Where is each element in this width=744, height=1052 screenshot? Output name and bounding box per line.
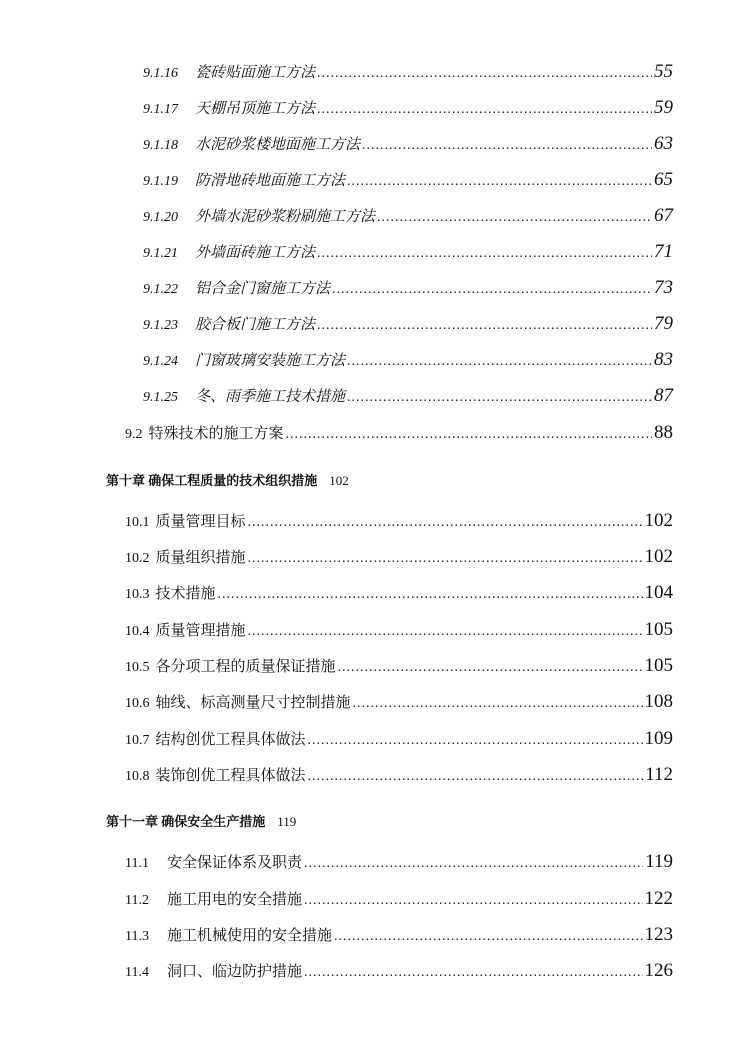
toc-leader bbox=[377, 210, 652, 226]
toc-entry-10-3[interactable] bbox=[125, 582, 673, 604]
toc-title: 铝合金门窗施工方法 bbox=[195, 281, 331, 297]
toc-leader bbox=[317, 66, 652, 82]
toc-number: 11.1 bbox=[125, 856, 149, 871]
toc-title: 安全保证体系及职责 bbox=[167, 855, 303, 871]
toc-page-number: 88 bbox=[654, 422, 673, 443]
toc-number: 9.1.23 bbox=[143, 318, 178, 333]
toc-entry-9-1-22[interactable] bbox=[143, 277, 673, 299]
toc-page-number: 104 bbox=[644, 582, 673, 603]
toc-chapter-10[interactable] bbox=[106, 470, 349, 489]
chapter-title: 第十一章 确保安全生产措施 bbox=[106, 814, 266, 829]
toc-leader bbox=[304, 965, 642, 981]
toc-entry-10-1[interactable] bbox=[125, 510, 673, 532]
toc-number: 10.2 bbox=[125, 551, 150, 566]
toc-page-number: 119 bbox=[645, 851, 673, 872]
toc-entry-9-1-23[interactable] bbox=[143, 313, 673, 335]
toc-number: 9.1.25 bbox=[143, 390, 178, 405]
toc-leader bbox=[304, 856, 643, 872]
toc-page-number: 105 bbox=[644, 655, 673, 676]
toc-page-number: 55 bbox=[654, 61, 673, 82]
toc-number: 11.3 bbox=[125, 929, 149, 944]
toc-entry-11-2[interactable] bbox=[125, 888, 673, 910]
toc-number: 9.1.16 bbox=[143, 66, 178, 81]
toc-title: 瓷砖贴面施工方法 bbox=[195, 65, 316, 81]
toc-number: 10.1 bbox=[125, 515, 150, 530]
toc-entry-10-4[interactable] bbox=[125, 619, 673, 641]
toc-entry-10-6[interactable] bbox=[125, 691, 673, 713]
toc-entry-9-1-24[interactable] bbox=[143, 349, 673, 371]
toc-number: 9.1.20 bbox=[143, 210, 178, 225]
toc-number: 9.1.18 bbox=[143, 138, 178, 153]
toc-entry-11-1[interactable] bbox=[125, 851, 673, 873]
toc-title: 施工机械使用的安全措施 bbox=[167, 928, 333, 944]
toc-entry-9-1-18[interactable] bbox=[143, 133, 673, 155]
toc-number: 11.4 bbox=[125, 965, 149, 980]
toc-number: 9.1.22 bbox=[143, 282, 178, 297]
toc-entry-9-1-17[interactable] bbox=[143, 97, 673, 119]
toc-entry-9-1-25[interactable] bbox=[143, 385, 673, 407]
toc-entry-10-2[interactable] bbox=[125, 546, 673, 568]
toc-leader bbox=[218, 587, 643, 603]
toc-leader bbox=[304, 893, 642, 909]
chapter-title: 第十章 确保工程质量的技术组织措施 bbox=[106, 473, 318, 488]
toc-number: 10.5 bbox=[125, 660, 150, 675]
toc-entry-10-7[interactable] bbox=[125, 728, 673, 750]
toc-page-number: 71 bbox=[654, 241, 673, 262]
toc-leader bbox=[317, 246, 652, 262]
toc-number: 9.1.21 bbox=[143, 246, 178, 261]
toc-page-number: 83 bbox=[654, 349, 673, 370]
toc-entry-9-1-21[interactable] bbox=[143, 241, 673, 263]
toc-title: 门窗玻璃安装施工方法 bbox=[195, 353, 346, 369]
toc-title: 装饰创优工程具体做法 bbox=[155, 768, 306, 784]
toc-chapter-11[interactable] bbox=[106, 811, 296, 830]
toc-page-number: 87 bbox=[654, 385, 673, 406]
toc-leader bbox=[332, 282, 652, 298]
toc-page-number: 105 bbox=[644, 619, 673, 640]
toc-page-number: 73 bbox=[654, 277, 673, 298]
toc-number: 10.8 bbox=[125, 769, 150, 784]
toc-leader bbox=[334, 929, 642, 945]
chapter-page-number: 119 bbox=[277, 814, 297, 829]
toc-page-number: 122 bbox=[644, 888, 673, 909]
toc-title: 轴线、标高测量尺寸控制措施 bbox=[155, 695, 351, 711]
toc-title: 质量管理措施 bbox=[155, 623, 246, 639]
toc-page-number: 59 bbox=[654, 97, 673, 118]
toc-title: 各分项工程的质量保证措施 bbox=[155, 659, 336, 675]
toc-number: 10.7 bbox=[125, 733, 150, 748]
toc-leader bbox=[286, 427, 652, 443]
toc-number: 10.6 bbox=[125, 696, 150, 711]
toc-leader bbox=[308, 769, 644, 785]
toc-number: 9.1.17 bbox=[143, 102, 178, 117]
toc-entry-9-1-16[interactable] bbox=[143, 61, 673, 83]
toc-leader bbox=[317, 318, 652, 334]
toc-leader bbox=[347, 354, 652, 370]
toc-page-number: 123 bbox=[644, 924, 673, 945]
toc-leader bbox=[347, 390, 652, 406]
toc-number: 9.2 bbox=[125, 427, 143, 442]
toc-page-number: 108 bbox=[644, 691, 673, 712]
toc-title: 水泥砂浆楼地面施工方法 bbox=[195, 137, 361, 153]
toc-title: 胶合板门施工方法 bbox=[195, 317, 316, 333]
toc-leader bbox=[353, 696, 643, 712]
toc-number: 11.2 bbox=[125, 893, 149, 908]
toc-leader bbox=[362, 138, 652, 154]
toc-page-number: 102 bbox=[644, 546, 673, 567]
toc-page-number: 79 bbox=[654, 313, 673, 334]
toc-leader bbox=[248, 515, 643, 531]
toc-title: 技术措施 bbox=[155, 586, 216, 602]
toc-title: 天棚吊顶施工方法 bbox=[195, 101, 316, 117]
toc-title: 特殊技术的施工方案 bbox=[148, 426, 284, 442]
toc-number: 10.3 bbox=[125, 587, 150, 602]
toc-title: 防滑地砖地面施工方法 bbox=[195, 173, 346, 189]
toc-page-number: 126 bbox=[644, 960, 673, 981]
toc-number: 10.4 bbox=[125, 624, 150, 639]
toc-title: 结构创优工程具体做法 bbox=[155, 732, 306, 748]
toc-title: 冬、雨季施工技术措施 bbox=[195, 389, 346, 405]
toc-title: 外墙面砖施工方法 bbox=[195, 245, 316, 261]
toc-page-number: 112 bbox=[645, 764, 673, 785]
toc-title: 质量组织措施 bbox=[155, 550, 246, 566]
toc-entry-9-1-19[interactable] bbox=[143, 169, 673, 191]
toc-entry-11-4[interactable] bbox=[125, 960, 673, 982]
chapter-page-number: 102 bbox=[329, 473, 349, 488]
toc-leader bbox=[308, 733, 643, 749]
toc-entry-11-3[interactable] bbox=[125, 924, 673, 946]
toc-page-number: 102 bbox=[644, 510, 673, 531]
toc-title: 外墙水泥砂浆粉刷施工方法 bbox=[195, 209, 376, 225]
toc-leader bbox=[317, 102, 652, 118]
toc-page-number: 109 bbox=[644, 728, 673, 749]
toc-leader bbox=[248, 624, 643, 640]
toc-page-number: 65 bbox=[654, 169, 673, 190]
toc-title: 洞口、临边防护措施 bbox=[167, 964, 303, 980]
toc-number: 9.1.19 bbox=[143, 174, 178, 189]
toc-page-number: 67 bbox=[654, 205, 673, 226]
toc-title: 施工用电的安全措施 bbox=[167, 892, 303, 908]
toc-entry-9-1-20[interactable] bbox=[143, 205, 673, 227]
toc-entry-10-8[interactable] bbox=[125, 764, 673, 786]
toc-leader bbox=[347, 174, 652, 190]
toc-entry-10-5[interactable] bbox=[125, 655, 673, 677]
toc-title: 质量管理目标 bbox=[155, 514, 246, 530]
toc-leader bbox=[248, 551, 643, 567]
toc-entry-9-2[interactable] bbox=[125, 422, 673, 444]
toc-page-number: 63 bbox=[654, 133, 673, 154]
toc-number: 9.1.24 bbox=[143, 354, 178, 369]
toc-leader bbox=[338, 660, 643, 676]
